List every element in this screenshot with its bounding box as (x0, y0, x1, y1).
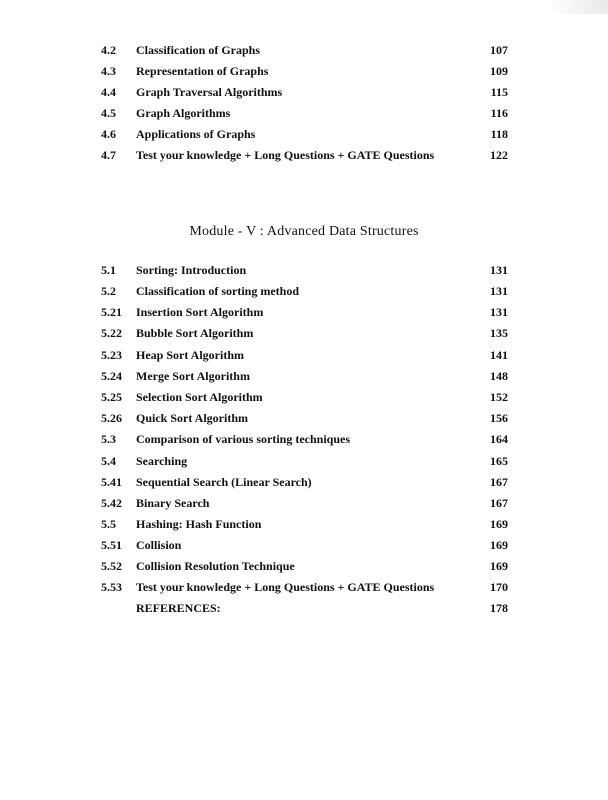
module-heading: Module - V : Advanced Data Structures (189, 224, 419, 239)
entry-number: 5.42 (101, 496, 122, 510)
entry-page: 116 (490, 106, 508, 120)
toc-entry[interactable] (0, 577, 608, 597)
entry-page: 122 (490, 148, 508, 162)
entry-page: 152 (490, 390, 508, 404)
entry-title: Bubble Sort Algorithm (136, 326, 254, 340)
entry-title: REFERENCES: (136, 601, 221, 615)
entry-page: 131 (490, 305, 508, 319)
entry-title: Test your knowledge + Long Questions + GATE Questions (136, 148, 435, 162)
entry-title: Collision (136, 538, 182, 552)
entry-number: 5.2 (101, 284, 116, 298)
entry-page: 141 (490, 348, 508, 362)
entry-title: Merge Sort Algorithm (136, 369, 250, 383)
toc-entry[interactable] (0, 429, 608, 449)
entry-page: 148 (490, 369, 508, 383)
entry-page: 164 (490, 432, 508, 446)
entry-page: 156 (490, 411, 508, 425)
entry-title: Hashing: Hash Function (136, 517, 262, 531)
entry-title: Insertion Sort Algorithm (136, 305, 264, 319)
entry-number: 4.3 (101, 64, 116, 78)
entry-number: 5.53 (101, 580, 122, 594)
entry-number: 5.1 (101, 263, 116, 277)
entry-title: Sorting: Introduction (136, 263, 247, 277)
toc-entry[interactable] (0, 124, 608, 144)
entry-number: 5.26 (101, 411, 122, 425)
toc-entry[interactable] (0, 535, 608, 555)
toc-entry[interactable] (0, 281, 608, 301)
entry-page: 165 (490, 454, 508, 468)
entry-page: 167 (490, 496, 508, 510)
toc-entry-references[interactable] (0, 598, 608, 618)
entry-page: 178 (490, 601, 508, 615)
entry-number: 4.4 (101, 85, 116, 99)
entry-number: 5.21 (101, 305, 122, 319)
toc-entry[interactable] (0, 514, 608, 534)
entry-page: 169 (490, 517, 508, 531)
entry-title: Applications of Graphs (136, 127, 256, 141)
entry-number: 5.4 (101, 454, 116, 468)
entry-number: 5.25 (101, 390, 122, 404)
entry-title: Classification of Graphs (136, 43, 261, 57)
entry-page: 118 (490, 127, 508, 141)
entry-title: Collision Resolution Technique (136, 559, 295, 573)
page-corner-shadow (548, 0, 608, 14)
toc-entry[interactable] (0, 323, 608, 343)
entry-number: 5.3 (101, 432, 116, 446)
toc-entry[interactable] (0, 82, 608, 102)
toc-entry[interactable] (0, 408, 608, 428)
entry-title: Sequential Search (Linear Search) (136, 475, 312, 489)
toc-entry[interactable] (0, 451, 608, 471)
entry-page: 131 (490, 263, 508, 277)
toc-entry[interactable] (0, 145, 608, 165)
entry-title: Comparison of various sorting techniques (136, 432, 351, 446)
entry-title: Quick Sort Algorithm (136, 411, 249, 425)
entry-title: Binary Search (136, 496, 210, 510)
entry-number: 4.5 (101, 106, 116, 120)
entry-title: Classification of sorting method (136, 284, 299, 298)
entry-page: 135 (490, 326, 508, 340)
entry-page: 107 (490, 43, 508, 57)
toc-entry[interactable] (0, 556, 608, 576)
entry-number: 5.5 (101, 517, 116, 531)
entry-title: Searching (136, 454, 188, 468)
entry-number: 5.22 (101, 326, 122, 340)
toc-entry[interactable] (0, 302, 608, 322)
entry-number: 5.52 (101, 559, 122, 573)
toc-entry[interactable] (0, 61, 608, 81)
toc-entry[interactable] (0, 493, 608, 513)
entry-title: Graph Algorithms (136, 106, 231, 120)
entry-number: 4.6 (101, 127, 116, 141)
entry-number: 4.7 (101, 148, 116, 162)
toc-entry[interactable] (0, 103, 608, 123)
entry-title: Heap Sort Algorithm (136, 348, 244, 362)
entry-page: 170 (490, 580, 508, 594)
toc-entry[interactable] (0, 366, 608, 386)
toc-entry[interactable] (0, 260, 608, 280)
entry-page: 169 (490, 559, 508, 573)
entry-title: Graph Traversal Algorithms (136, 85, 283, 99)
toc-entry[interactable] (0, 387, 608, 407)
entry-page: 167 (490, 475, 508, 489)
toc-entry[interactable] (0, 345, 608, 365)
entry-number: 5.41 (101, 475, 122, 489)
entry-title: Representation of Graphs (136, 64, 269, 78)
entry-title: Selection Sort Algorithm (136, 390, 263, 404)
entry-page: 109 (490, 64, 508, 78)
entry-page: 131 (490, 284, 508, 298)
entry-title: Test your knowledge + Long Questions + GATE Questions (136, 580, 435, 594)
entry-number: 5.24 (101, 369, 122, 383)
toc-entry[interactable] (0, 40, 608, 60)
entry-number: 5.23 (101, 348, 122, 362)
entry-number: 5.51 (101, 538, 122, 552)
entry-number: 4.2 (101, 43, 116, 57)
toc-entry[interactable] (0, 472, 608, 492)
entry-page: 115 (490, 85, 508, 99)
entry-page: 169 (490, 538, 508, 552)
